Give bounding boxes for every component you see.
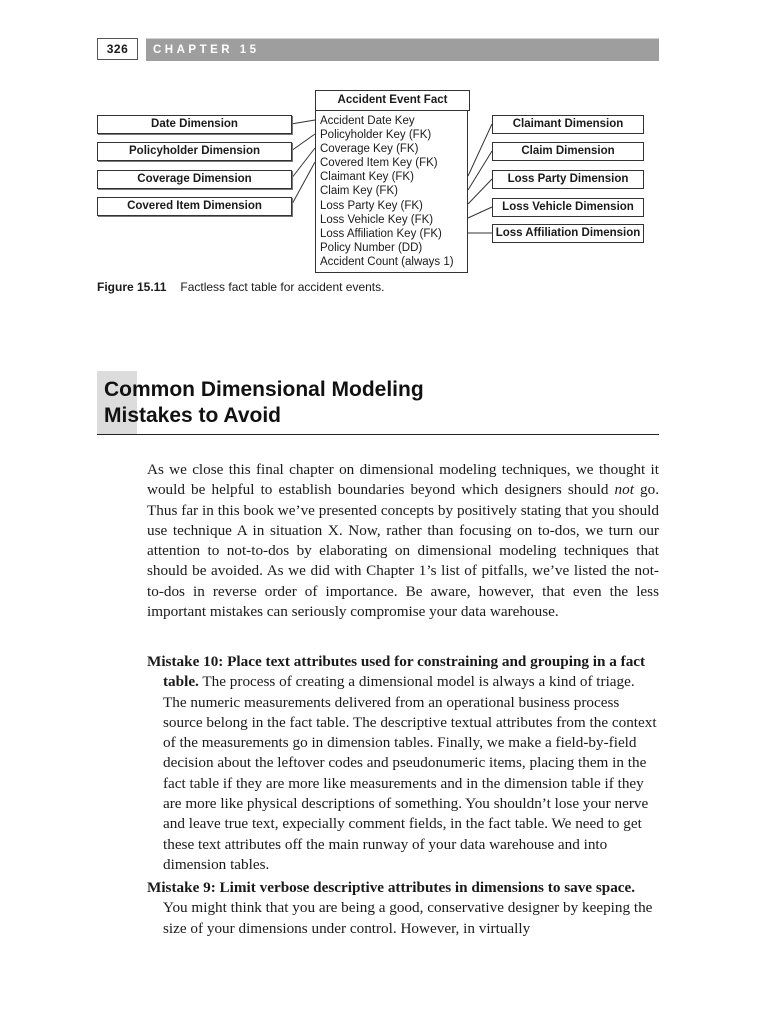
fact-row: Claim Key (FK) (320, 185, 398, 198)
figure-15-11 (0, 0, 768, 294)
intro-text-a: As we close this final chapter on dimensional modeling techniques, we thought it would be helpful to establish boundaries beyond which designers should (147, 461, 659, 499)
section-title-line-1: Common Dimensional Modeling (104, 378, 424, 401)
intro-paragraph (147, 460, 659, 622)
fact-row: Accident Count (always 1) (320, 255, 454, 268)
fact-row: Loss Party Key (FK) (320, 199, 423, 212)
section-rule (97, 434, 659, 435)
chapter-label: CHAPTER 15 (153, 44, 260, 56)
section-title (104, 377, 424, 429)
loss-vehicle-dimension-box: Loss Vehicle Dimension (492, 198, 644, 217)
intro-emphasis: not (614, 481, 634, 499)
claim-dimension-box: Claim Dimension (492, 142, 644, 161)
mistake-9-paragraph (147, 878, 659, 939)
policyholder-dimension-box: Policyholder Dimension (97, 142, 292, 161)
fact-row: Policy Number (DD) (320, 241, 423, 254)
figure-caption (97, 280, 384, 294)
section-title-line-2: Mistakes to Avoid (104, 404, 281, 427)
fact-row: Claimant Key (FK) (320, 171, 414, 184)
caption-number: Figure 15.11 (97, 280, 167, 294)
fact-table-title: Accident Event Fact (315, 90, 470, 111)
date-dimension-box: Date Dimension (97, 115, 292, 134)
mistake-10-paragraph (147, 652, 659, 875)
mistake-9-title: Mistake 9: Limit verbose descriptive attributes in dimensions to save space. (147, 879, 636, 896)
intro-text-b: go. Thus far in this book we’ve presented concepts by positively stating that you should use technique A in situation X. Now, rather than focusing on to-dos, we turn our attention to not-to-dos by elaborating on dimensional modeling techniques that should be avoided. As we did with Chapter 1’s list of pitfalls, we’ve listed the not-to-dos in reverse order of importance. Be aware, however, that even the less important mistakes can seriously compromise your data warehouse. (147, 481, 659, 621)
fact-row: Policyholder Key (FK) (320, 129, 432, 142)
fact-row: Loss Vehicle Key (FK) (320, 213, 434, 226)
caption-text: Factless fact table for accident events. (180, 280, 385, 294)
coverage-dimension-box: Coverage Dimension (97, 170, 292, 189)
fact-row: Coverage Key (FK) (320, 143, 419, 156)
covered-item-dimension-box: Covered Item Dimension (97, 197, 292, 216)
mistake-9-text: You might think that you are being a good, conservative designer by keeping the size of your dimensions under control. However, in virtually (163, 899, 653, 937)
mistake-10-text: The process of creating a dimensional model is always a kind of triage. The numeric measurements delivered from an operational business process source belong in the fact table. The descriptive textual attributes from the context of the measurements go in dimension tables. Finally, we make a field-by-field decision about the leftover codes and pseudonumeric items, placing them in the fact table if they are more like measurements and in the dimension table if they are more like physical descriptions of something. You shouldn’t lose your nerve and leave true text, expecially comment fields, in the fact table. We need to get these text attributes off the main runway of your data warehouse and into dimension tables. (163, 673, 657, 873)
fact-row: Accident Date Key (320, 115, 415, 127)
loss-affiliation-dimension-box: Loss Affiliation Dimension (492, 224, 644, 243)
fact-row: Loss Affiliation Key (FK) (320, 227, 442, 240)
page-number: 326 (97, 38, 138, 60)
fact-table-body (315, 110, 468, 273)
loss-party-dimension-box: Loss Party Dimension (492, 170, 644, 189)
mistake-10-title: Mistake 10: Place text attributes used for constraining and grouping in a fact table. (147, 653, 646, 691)
fact-row: Covered Item Key (FK) (320, 157, 438, 170)
claimant-dimension-box: Claimant Dimension (492, 115, 644, 134)
